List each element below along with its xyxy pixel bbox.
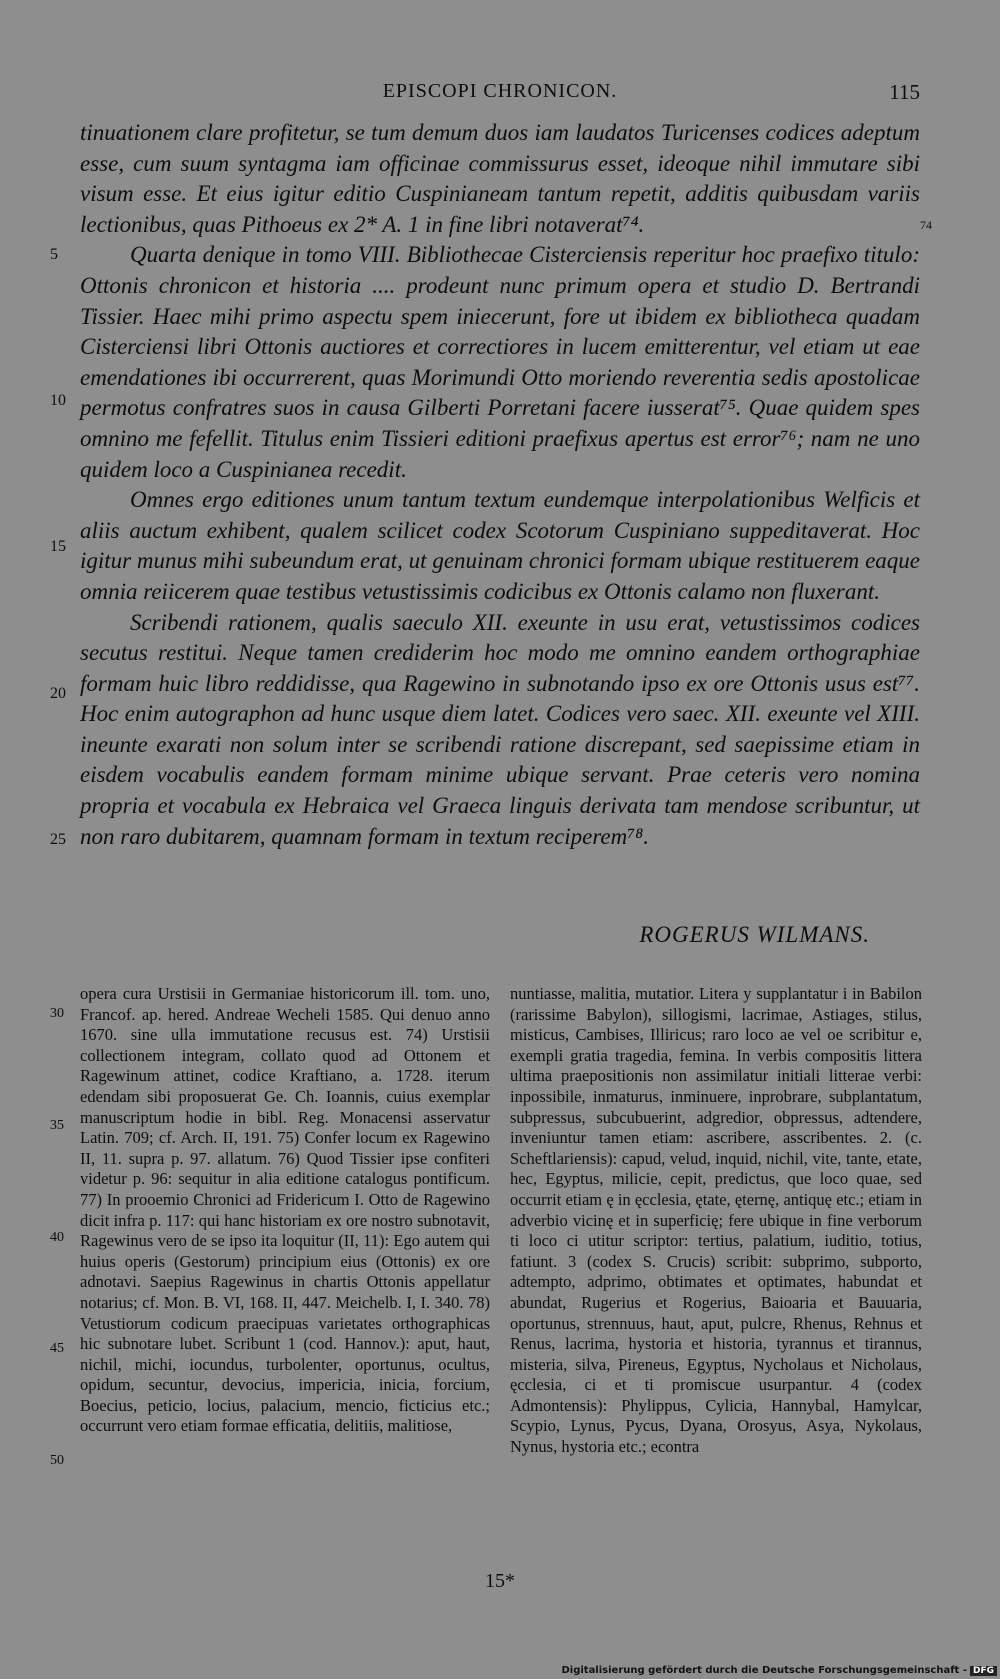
footnotes-left-column: opera cura Urstisii in Germaniae historicorum ill. tom. uno, Francof. ap. hered. Andreae Wecheli 1585. Qui denuo anno 1670. sine ulla immutatione recusus est. 74) Urstisii collectionem integram, collato quod ad Ottonem et Ragewinum attinet, codice Kraftiano, a. 1728. iterum edendam sibi proposuerat Ge. Ch. Ioannis, cuius exemplar manuscriptum hodie in bibl. Reg. Monacensi asservatur Latin. 709; cf. Arch. II, 191. 75) Confer locum ex Ragewino II, 11. supra p. 97. allatum. 76) Quod Tissier ipse confiteri videtur p. 96: sequitur in alia editione catalogus pontificum. 77) In prooemio Chronici ad Fridericum I. Otto de Ragewino dicit infra p. 117: qui hanc historiam ex ore nostro subnotavit, Ragewinus vero de se ipso ita loquitur (II, 11): Ego autem qui huius operis (Gestorum) principium eius (Ottonis) ex ore adnotavi. Saepius Ragewinus in chartis Ottonis appellatur notarius; cf. Mon. B. VI, 168. II, 447. Meichelb. I, I. 340. 78) Vetustiorum codicum praecipuas varietates orthographicas hic subnotare lubet. Scribunt 1 (cod. Hannov.): aput, haut, nichil, michi, iocundus, turbolenter, oportunus, ocultus, opidum, secuntur, devocius, impericia, inicia, forcium, Boecius, peticio, locius, palacium, mencio, ficticius etc.; occurrunt vero etiam formae efficatia, delitiis, malitiose, (80, 984, 490, 1436)
line-number: 10 (50, 392, 66, 409)
paragraph: Scribendi rationem, qualis saeculo XII. exeunte in usu erat, vetustissimos codices secutus restitui. Neque tamen crediderim hoc modo me omnino eandem orthographiae formam huic libro reddidisse, qua Ragewino in subnotando ipso ex ore Ottonis usus est⁷⁷. Hoc enim autographon ad hunc usque diem latet. Codices vero saec. XII. exeunte vel XIII. ineunte exarati non solum inter se scribendi ratione discrepant, sed saepissime etiam in eisdem vocabulis eandem formam minime ubique servant. Prae ceteris vero nomina propria et vocabula ex Hebraica vel Graeca linguis derivata tam mendose scribuntur, ut non raro dubitarem, quamnam formam in textum reciperem⁷⁸. (80, 609, 920, 849)
paragraph: tinuationem clare profitetur, se tum demum duos iam laudatos Turicenses codices adeptum esse, cum suum syntagma iam officinae commissurus esset, ideoque nihil immutare sibi visum esse. Et eius igitur editio Cuspinianeam tantum repetit, additis quibusdam variis lectionibus, quas Pithoeus ex 2* A. 1 in fine libri notaverat⁷⁴. (80, 120, 920, 237)
running-header (80, 76, 920, 106)
page-number: 115 (889, 80, 920, 104)
digitization-credit (561, 1665, 997, 1676)
paragraph: Omnes ergo editiones unum tantum textum eundemque interpolationibus Welficis et aliis auctum exhibent, qualem scilicet codex Scotorum Cuspiniano suppeditaverat. Hoc igitur munus mihi subeundum erat, ut genuinam chronici formam ubique restituerem eaque omnia reiicerem quae testibus vetustissimis codicibus ex Ottonis calamo non fluxerant. (80, 487, 920, 604)
paragraph: Quarta denique in tomo VIII. Bibliothecae Cisterciensis reperitur hoc praefixo titulo: Ottonis chronicon et historia .... prodeunt nunc primum opera et studio D. Bertrandi Tissier. Haec mihi primo aspectu spem iniecerunt, fore ut ibidem ex bibliotheca quadam Cisterciensi libri Ottonis auctiores et correctiores in lucem emitterentur, vel etiam ut eae emendationes ibi occurrerent, quas Morimundi Otto moriendo reverentia sedis apostolicae permotus confratres suos in causa Gilberti Porretani facere iusserat⁷⁵. Quae quidem spes omnino me fefellit. Titulus enim Tissieri editioni praefixus apertus est error⁷⁶; nam ne uno quidem loco a Cuspinianea recedit. (80, 242, 920, 482)
footnote-line-number: 30 (50, 1006, 64, 1021)
line-number: 15 (50, 538, 66, 555)
margin-note-mark: 74 (920, 218, 932, 232)
author-signature: ROGERUS WILMANS. (639, 922, 870, 947)
line-number: 5 (50, 246, 58, 263)
footnote-line-number: 45 (50, 1341, 64, 1356)
footnote-line-number: 35 (50, 1118, 64, 1133)
line-number: 25 (50, 831, 66, 848)
running-title: EPISCOPI CHRONICON. (382, 80, 618, 102)
footnotes-right-column: nuntiasse, malitia, mutatior. Litera y supplantatur i in Babilon (rarissime Babylon), sillogismi, lacrimae, Astiages, stilus, misticus, Cambises, Illiricus; raro loco ae vel oe scribitur e, exempli gratia tragedia, femina. In verbis compositis littera ultima praepositionis non assimilatur initiali litterae verbi: inpossibile, inmaturus, inminuere, inprobrare, subplantatum, subpressus, subcubuerint, adgredior, obpressus, adtendere, inveniuntur tamen etiam: ascribere, asscribentes. 2. (c. Scheftlariensis): capud, velud, inquid, nichil, vite, tante, etate, hec, Egyptus, milicie, cepit, predictus, que loco quae, sed occurrit etiam ę in ęcclesia, ętate, ęternę, antiquę etc.; etiam in adverbio vicinę et in superficię; fere ubique in fine verborum ti loco ci utitur scriptor: tertius, palatium, iuditio, totius, fatiunt. 3 (codex S. Crucis) scribit: subprimo, subporto, adtempto, adprimo, obtimates et optimates, habundat et abundat, Rugerius et Rogerius, Baioaria et Bauuaria, oportunus, strennuus, haut, aput, pulcre, Rhenus, Rehnus et Renus, lacrima, hystoria et historia, tyrannus et tirannus, misteria, silva, Pireneus, Egyptus, Nycholaus et Nicholaus, ęcclesia, ci et ti promiscue usurpantur. 4 (codex Admontensis): Phylippus, Cylicia, Hannybal, Hamylcar, Scypio, Lynus, Pycus, Dyana, Orosyus, Asya, Nykolaus, Nynus, hystoria etc.; econtra (510, 984, 922, 1457)
footnote-line-number: 50 (50, 1453, 64, 1468)
signature-mark: 15* (485, 1570, 515, 1592)
line-number: 20 (50, 685, 66, 702)
footnote-line-number: 40 (50, 1230, 64, 1245)
main-text (80, 118, 920, 852)
credit-text: Digitalisierung gefördert durch die Deutsche Forschungsgemeinschaft - (561, 1665, 967, 1676)
dfg-logo: DFG (970, 1666, 997, 1676)
